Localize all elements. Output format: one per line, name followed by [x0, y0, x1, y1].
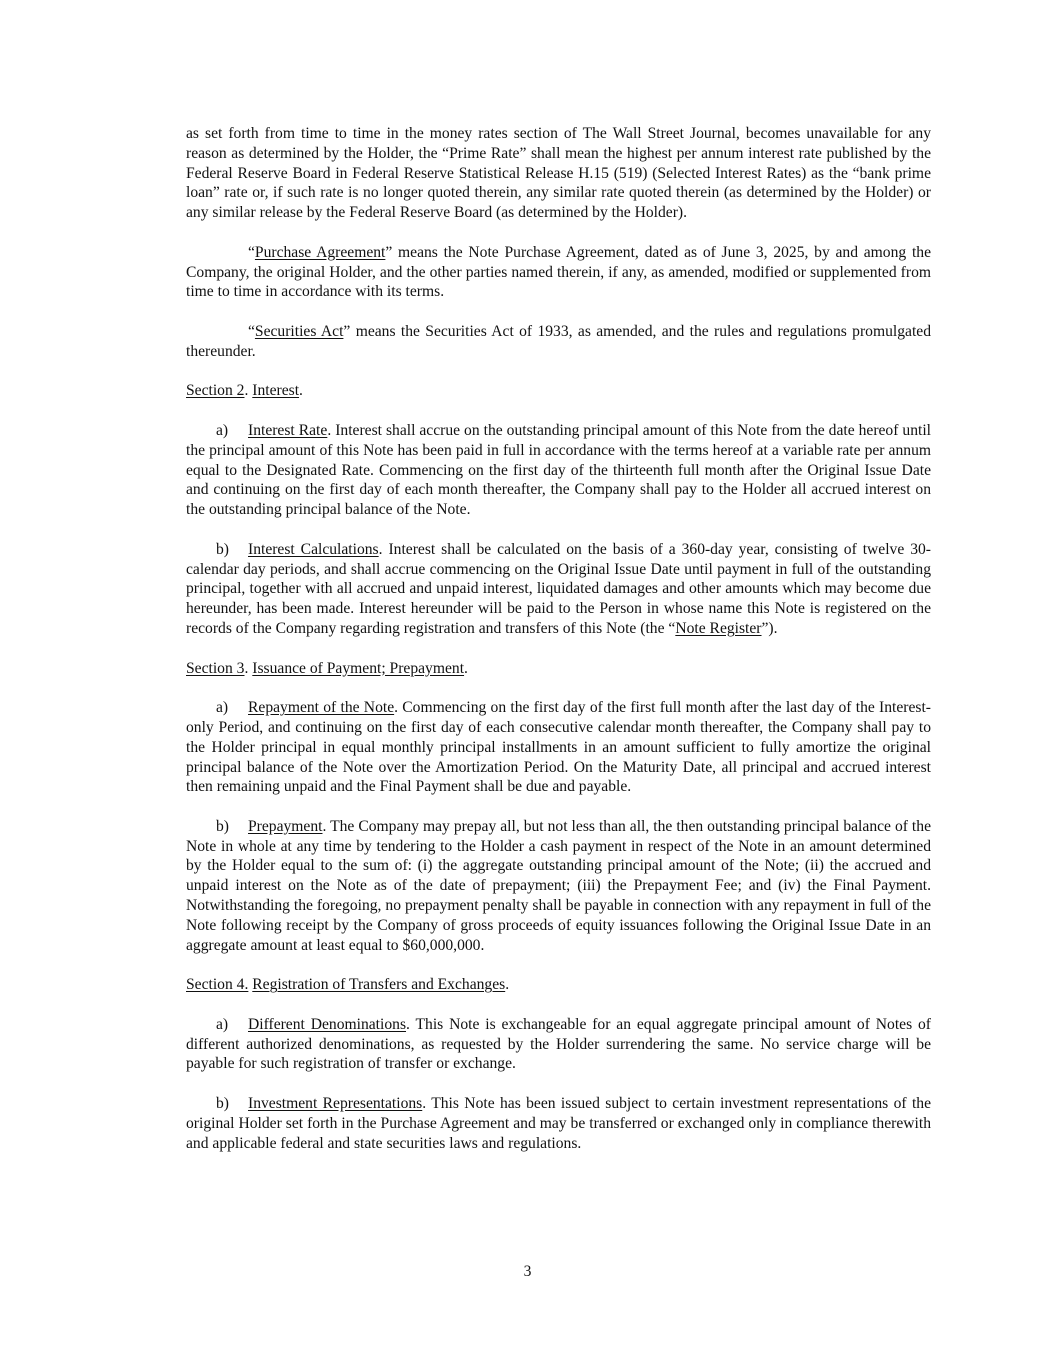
section-title: Issuance of Payment; Prepayment [252, 659, 465, 677]
section-title: Registration of Transfers and Exchanges [252, 976, 506, 994]
section-number: Section 3 [186, 659, 245, 677]
item-title: Investment Representations [248, 1095, 423, 1113]
section-end: . [299, 382, 303, 400]
section-2-b [186, 540, 931, 639]
item-text: . Commencing on the first day of the first full month after the last day of the Interest-only Period, and continuing on the first day of each consecutive calendar month thereafter, the Company shall pay to the Holder principal in equal monthly principal installments in an amount sufficient to fully amortize the original principal balance of the Note over the Amortization Period. On the Maturity Date, all principal and accrued interest then remaining unpaid and the Final Payment shall be due and payable. [186, 699, 931, 796]
section-4-b [186, 1094, 931, 1153]
definition-securities-act [186, 322, 931, 362]
item-label: a) [216, 1015, 229, 1033]
definition-text: ” means the Note Purchase Agreement, dated as of June 3, 2025, by and among the Company, the original Holder, and the other parties named therein, if any, as amended, modified or supplemented from time to time in accordance with its terms. [186, 243, 931, 301]
section-number: Section 4. [186, 976, 249, 994]
item-label: b) [216, 817, 229, 835]
section-end: . [505, 976, 510, 994]
item-label: a) [216, 699, 229, 717]
definition-text: ” means the Securities Act of 1933, as amended, and the rules and regulations promulgated thereunder. [186, 322, 931, 360]
item-text: . The Company may prepay all, but not less than all, the then outstanding principal balance of the Note in whole at any time by tendering to the Holder a cash payment in respect of the Note in an amount determined by the Holder equal to the sum of: (i) the aggregate outstanding principal amount of the Note; (ii) the accrued and unpaid interest on the Note as of the date of prepayment; (iii) the Prepayment Fee; and (iv) the Final Payment. Notwithstanding the foregoing, no prepayment penalty shall be payable in connection with any repayment in full of the Note following receipt by the Company of gross proceeds of equity issuances following the Original Issue Date in an aggregate amount at least equal to $60,000,000. [186, 817, 931, 954]
item-title: Interest Calculations [248, 540, 379, 558]
section-number: Section 2 [186, 382, 245, 400]
open-quote: “ [248, 322, 255, 340]
section-sep: . [244, 382, 253, 400]
item-label: b) [216, 1095, 229, 1113]
item-label: b) [216, 540, 229, 558]
defined-term: Purchase Agreement [254, 243, 386, 261]
open-quote: “ [248, 243, 255, 261]
section-2-a [186, 421, 931, 520]
item-text: . Interest shall accrue on the outstanding principal amount of this Note from the date hereof until the principal amount of this Note has been paid in full in accordance with the terms hereof at a variable rate per annum equal to the Designated Rate. Commencing on the first day of the thirteenth full month after the Original Issue Date and continuing on the first day of each month thereafter, the Company shall pay to the Holder all accrued interest on the outstanding principal balance of the Note. [186, 421, 931, 519]
section-title: Interest [252, 382, 300, 400]
definition-purchase-agreement [186, 243, 931, 302]
item-title: Interest Rate [248, 421, 328, 439]
item-title: Repayment of the Note [248, 699, 395, 717]
section-end: . [464, 659, 468, 677]
item-text: . This Note is exchangeable for an equal aggregate principal amount of Notes of different authorized denominations, as requested by the Holder surrendering the same. No service charge will be payable for such registration of transfer or exchange. [186, 1015, 931, 1073]
item-title: Prepayment [248, 817, 323, 835]
section-3-b [186, 817, 931, 956]
section-3-heading [186, 659, 931, 679]
section-4-a [186, 1015, 931, 1074]
item-title: Different Denominations [248, 1015, 407, 1033]
prime-rate-continuation: as set forth from time to time in the money rates section of The Wall Street Journal, becomes unavailable for any reason as determined by the Holder, the “Prime Rate” shall mean the highest per annum interest rate published by the Federal Reserve Board in Federal Reserve Statistical Release H.15 (519) (Selected Interest Rates) as the “bank prime loan” rate or, if such rate is no longer quoted therein, any similar rate quoted therein (as determined by the Holder) or any similar release by the Federal Reserve Board (as determined by the Holder). [186, 125, 931, 222]
defined-term: Securities Act [254, 322, 344, 340]
section-4-heading [186, 975, 931, 995]
item-label: a) [216, 421, 229, 439]
section-2-heading [186, 381, 931, 401]
item-end: ”). [761, 619, 778, 637]
section-3-a [186, 698, 931, 797]
defined-term: Note Register [675, 619, 762, 637]
item-text: . This Note has been issued subject to certain investment representations of the original Holder set forth in the Purchase Agreement and may be transferred or exchanged only in compliance therewith and applicable federal and state securities laws and regulations. [186, 1095, 931, 1152]
item-text: . Interest shall be calculated on the basis of a 360-day year, consisting of twelve 30-calendar day periods, and shall accrue commencing on the Original Issue Date until payment in full of the outstanding principal, together with all accrued and unpaid interest, liquidated damages and other amounts which may become due hereunder, has been made. Interest hereunder will be paid to the Person in whose name this Note is registered on the records of the Company regarding registration and transfers of this Note (the “ [186, 540, 931, 637]
document-page [186, 124, 931, 1173]
section-sep: . [244, 659, 253, 677]
page-number: 3 [523, 1263, 532, 1280]
